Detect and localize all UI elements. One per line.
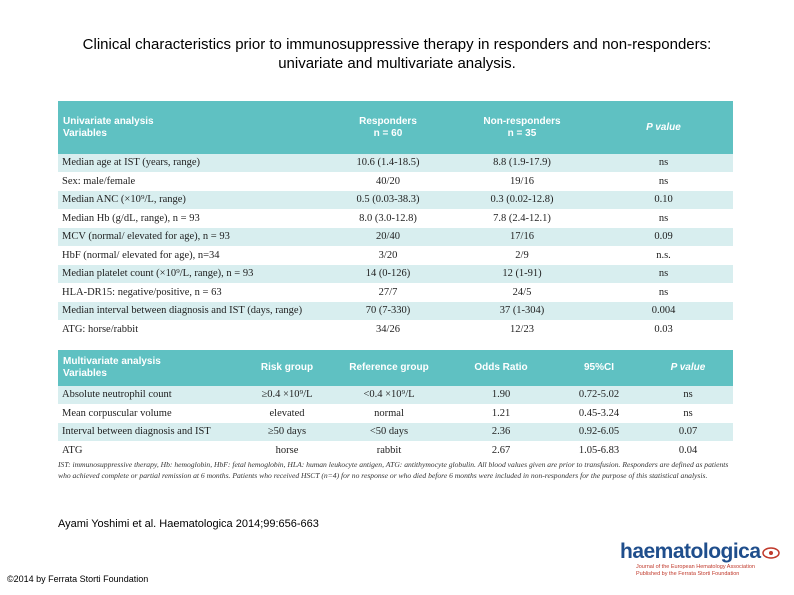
logo-subtitle-2: Published by the Ferrata Storti Foundation (636, 571, 740, 577)
variables-header: Variables (63, 127, 107, 139)
odds-cell: 1.90 (447, 386, 555, 404)
table-row (58, 404, 733, 423)
risk-cell: horse (243, 441, 331, 460)
variable-cell: MCV (normal/ elevated for age), n = 93 (58, 228, 326, 247)
pvalue-cell: ns (594, 154, 733, 172)
table-row (58, 265, 733, 284)
pvalue-cell: 0.07 (643, 423, 733, 442)
table-row (58, 283, 733, 302)
variable-cell: Median Hb (g/dL, range), n = 93 (58, 209, 326, 228)
responders-cell: 0.5 (0.03-38.3) (326, 191, 450, 210)
page-title (0, 35, 794, 73)
odds-cell: 2.67 (447, 441, 555, 460)
table-row (58, 386, 733, 404)
variable-cell: Interval between diagnosis and IST (58, 423, 243, 442)
nonresponders-cell: 8.8 (1.9-17.9) (450, 154, 594, 172)
pvalue-header: P value (594, 101, 733, 154)
pvalue-cell: 0.10 (594, 191, 733, 210)
univariate-header-label: Univariate analysis (63, 115, 154, 127)
reference-group-header: Reference group (331, 350, 447, 386)
risk-cell: elevated (243, 404, 331, 423)
responders-cell: 14 (0-126) (326, 265, 450, 284)
responders-n: n = 60 (373, 127, 403, 139)
nonresponders-cell: 19/16 (450, 172, 594, 191)
pvalue-cell: 0.03 (594, 320, 733, 339)
nonresponders-header (450, 101, 594, 154)
title-line-1: Clinical characteristics prior to immunosuppressive therapy in responders and non-responders: (82, 36, 712, 53)
pvalue-cell: n.s. (594, 246, 733, 265)
pvalue-cell: 0.004 (594, 302, 733, 321)
nonresponders-cell: 2/9 (450, 246, 594, 265)
reference-cell: rabbit (331, 441, 447, 460)
responders-cell: 27/7 (326, 283, 450, 302)
logo-wordmark: haematologica (620, 540, 761, 563)
pvalue-cell: 0.04 (643, 441, 733, 460)
table-footnote: IST: immunosuppressive therapy, Hb: hemoglobin, HbF: fetal hemoglobin, HLA: human leukocyte antigen, ATG: antithymocyte globulin. All blood values given are prior to transfusion. Responders are defined as patients who achieved complete or partial remission at 6 months. Patients who received HSCT (n=4) for no response or who died before 6 months were included in non-responders for the purpose of this statistical analysis. (58, 460, 729, 480)
table-row (58, 191, 733, 210)
reference-cell: <50 days (331, 423, 447, 442)
table-row (58, 209, 733, 228)
odds-ratio-header: Odds Ratio (447, 350, 555, 386)
title-line-2: univariate and multivariate analysis. (278, 55, 516, 72)
ci-header: 95%CI (555, 350, 643, 386)
nonresponders-label: Non-responders (483, 115, 561, 127)
univariate-header-variables (58, 101, 326, 154)
table-row (58, 246, 733, 265)
reference-cell: <0.4 ×10⁹/L (331, 386, 447, 404)
variable-cell: ATG: horse/rabbit (58, 320, 326, 339)
responders-label: Responders (359, 115, 417, 127)
variable-cell: ATG (58, 441, 243, 460)
nonresponders-cell: 12 (1-91) (450, 265, 594, 284)
risk-cell: ≥50 days (243, 423, 331, 442)
nonresponders-cell: 17/16 (450, 228, 594, 247)
copyright: ©2014 by Ferrata Storti Foundation (7, 574, 149, 584)
table-row (58, 423, 733, 442)
nonresponders-cell: 7.8 (2.4-12.1) (450, 209, 594, 228)
responders-cell: 10.6 (1.4-18.5) (326, 154, 450, 172)
ci-cell: 1.05-6.83 (555, 441, 643, 460)
multivariate-header-label: Multivariate analysis (63, 356, 161, 367)
pvalue-cell: ns (594, 283, 733, 302)
pvalue-cell: ns (643, 404, 733, 423)
reference-cell: normal (331, 404, 447, 423)
logo-subtitle-1: Journal of the European Hematology Association (636, 564, 755, 570)
responders-cell: 34/26 (326, 320, 450, 339)
multivariate-header-row (58, 350, 733, 386)
pvalue-cell: ns (594, 172, 733, 191)
multivariate-table (58, 350, 733, 460)
variable-cell: Median age at IST (years, range) (58, 154, 326, 172)
univariate-table (58, 101, 733, 339)
responders-cell: 20/40 (326, 228, 450, 247)
ci-cell: 0.92-6.05 (555, 423, 643, 442)
pvalue-header: P value (643, 350, 733, 386)
responders-cell: 8.0 (3.0-12.8) (326, 209, 450, 228)
table-row (58, 154, 733, 172)
haematologica-logo (600, 540, 790, 580)
variable-cell: HLA-DR15: negative/positive, n = 63 (58, 283, 326, 302)
variable-cell: Sex: male/female (58, 172, 326, 191)
nonresponders-cell: 24/5 (450, 283, 594, 302)
ci-cell: 0.72-5.02 (555, 386, 643, 404)
variable-cell: Median ANC (×10⁹/L, range) (58, 191, 326, 210)
odds-cell: 2.36 (447, 423, 555, 442)
nonresponders-cell: 37 (1-304) (450, 302, 594, 321)
table-row (58, 172, 733, 191)
logo-emblem-icon (762, 546, 780, 560)
table-row (58, 302, 733, 321)
pvalue-cell: ns (643, 386, 733, 404)
responders-cell: 3/20 (326, 246, 450, 265)
variable-cell: HbF (normal/ elevated for age), n=34 (58, 246, 326, 265)
table-row (58, 228, 733, 247)
risk-cell: ≥0.4 ×10⁹/L (243, 386, 331, 404)
nonresponders-cell: 0.3 (0.02-12.8) (450, 191, 594, 210)
responders-header (326, 101, 450, 154)
nonresponders-n: n = 35 (507, 127, 537, 139)
univariate-header-row (58, 101, 733, 154)
responders-cell: 70 (7-330) (326, 302, 450, 321)
variable-cell: Median interval between diagnosis and IST (days, range) (58, 302, 326, 321)
variable-cell: Absolute neutrophil count (58, 386, 243, 404)
variable-cell: Mean corpuscular volume (58, 404, 243, 423)
multivariate-header-variables (58, 350, 243, 386)
pvalue-cell: 0.09 (594, 228, 733, 247)
risk-group-header: Risk group (243, 350, 331, 386)
odds-cell: 1.21 (447, 404, 555, 423)
table-row (58, 320, 733, 339)
nonresponders-cell: 12/23 (450, 320, 594, 339)
variable-cell: Median platelet count (×10⁹/L, range), n = 93 (58, 265, 326, 284)
pvalue-cell: ns (594, 265, 733, 284)
ci-cell: 0.45-3.24 (555, 404, 643, 423)
citation: Ayami Yoshimi et al. Haematologica 2014;99:656-663 (58, 518, 319, 530)
table-row (58, 441, 733, 460)
pvalue-cell: ns (594, 209, 733, 228)
variables-header: Variables (63, 368, 107, 379)
responders-cell: 40/20 (326, 172, 450, 191)
